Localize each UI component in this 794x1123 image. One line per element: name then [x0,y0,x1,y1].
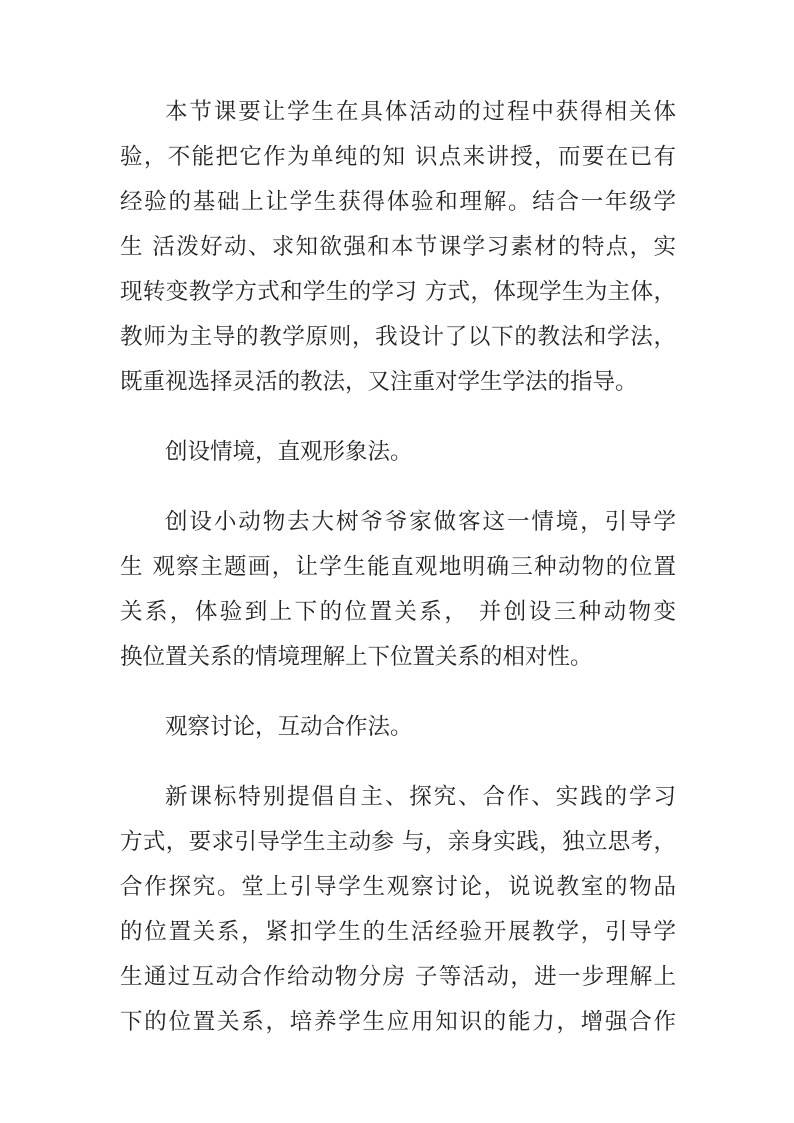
text-line: 方式，要求引导学生主动参 与，亲身实践，独立思考， [120,829,676,855]
document-body [120,90,676,1045]
text-line: 本节课要让学生在具体活动的过程中获得相关体 [165,99,676,125]
text-line: 验，不能把它作为单纯的知 识点来讲授，而要在已有 [120,144,676,170]
paragraph-spacer [120,750,676,775]
text-line: 生 观察主题画，让学生能直观地明确三种动物的位置 [120,554,676,580]
text-line: 下的位置关系，培养学生应用知识的能力，增强合作 [120,1009,676,1035]
section-heading: 观察讨论，互动合作法。 [165,714,413,740]
paragraph-spacer [120,405,676,430]
paragraph-spacer [120,475,676,500]
section-heading: 创设情境，直观形象法。 [165,439,413,465]
text-line: 合作探究。堂上引导学生观察讨论，说说教室的物品 [120,874,676,900]
text-line: 经验的基础上让学生获得体验和理解。结合一年级学 [120,189,676,215]
text-line: 换位置关系的情境理解上下位置关系的相对性。 [120,644,593,670]
text-line: 既重视选择灵活的教法，又注重对学生学法的指导。 [120,369,638,395]
text-line: 教师为主导的教学原则，我设计了以下的教法和学法， [120,324,676,350]
paragraph-spacer [120,680,676,705]
text-line: 生 活泼好动、求知欲强和本节课学习素材的特点，实 [120,234,676,260]
text-line: 生通过互动合作给动物分房 子等活动，进一步理解上 [120,964,676,990]
text-line: 现转变教学方式和学生的学习 方式，体现学生为主体， [120,279,676,305]
text-line: 关系，体验到上下的位置关系， 并创设三种动物变 [120,599,676,625]
text-line: 新课标特别提倡自主、探究、合作、实践的学习 [165,784,676,810]
text-line: 的位置关系，紧扣学生的生活经验开展教学，引导学 [120,919,676,945]
text-line: 创设小动物去大树爷爷家做客这一情境，引导学 [165,509,676,535]
